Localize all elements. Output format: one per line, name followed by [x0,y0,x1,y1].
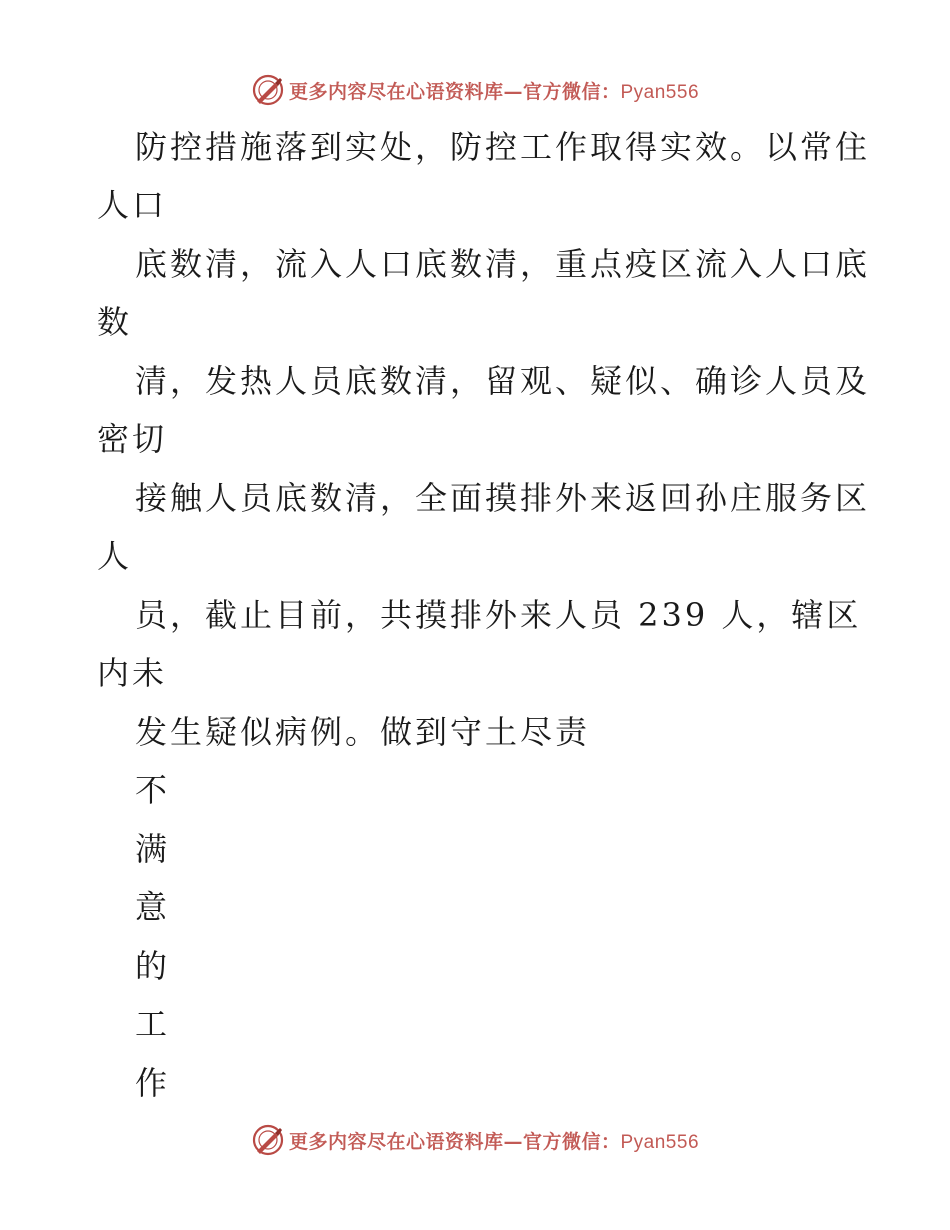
body-line: 满 [135,830,171,868]
body-line: 发生疑似病例。做到守土尽责 [135,713,591,751]
body-line: 人 [97,537,133,575]
pen-logo-icon [251,73,285,107]
banner-wechat-id: Pyan556 [620,81,700,103]
banner-slogan: 更多内容尽在心语资料库—官方微信： [288,80,621,103]
body-line: 作 [135,1064,171,1102]
banner-text [289,77,699,104]
banner-slogan: 更多内容尽在心语资料库—官方微信： [288,1130,621,1153]
header-banner [0,70,950,110]
footer-banner [0,1120,950,1160]
pen-logo-icon [251,1123,285,1157]
body-line: 清，发热人员底数清，留观、疑似、确诊人员及 [135,362,871,400]
body-line: 人口 [97,186,168,224]
body-line: 内未 [97,654,168,692]
banner-wechat-id: Pyan556 [620,1131,700,1153]
body-line: 数 [97,303,133,341]
body-line: 工 [135,1005,171,1043]
body-line: 员，截止目前，共摸排外来人员 239 人，辖区 [135,596,862,634]
body-line: 不 [135,771,171,809]
body-line: 密切 [97,420,168,458]
banner-text [289,1127,699,1154]
body-line: 的 [135,947,171,985]
body-line: 防控措施落到实处，防控工作取得实效。以常住 [135,128,871,166]
body-line: 底数清，流入人口底数清，重点疫区流入人口底 [135,245,871,283]
body-line: 接触人员底数清，全面摸排外来返回孙庄服务区 [135,479,871,517]
body-line: 意 [135,888,171,926]
